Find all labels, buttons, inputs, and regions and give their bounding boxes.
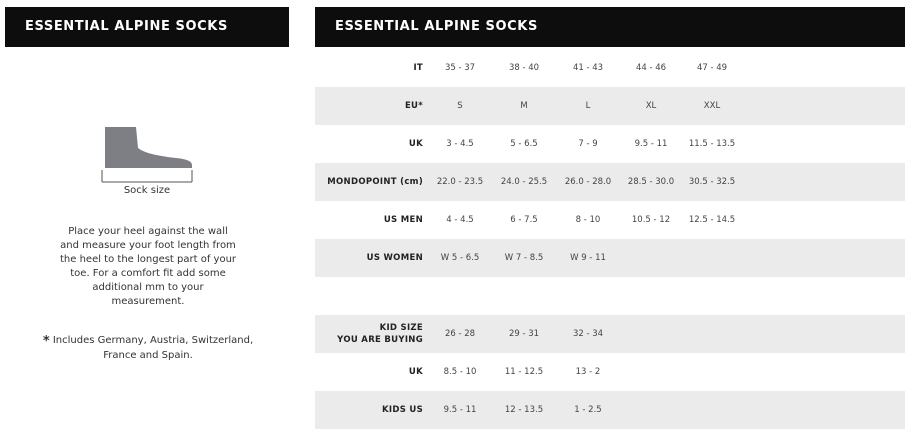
row-label: EU* [404,101,423,111]
size-cell: 44 - 46 [635,63,667,73]
size-cell: 7 - 9 [578,139,598,149]
size-cell: 26 - 28 [444,329,476,339]
size-row [315,49,905,87]
row-label: KIDS US [381,405,423,415]
size-row [315,353,905,391]
instruction-line: the heel to the longest part of your [59,254,237,265]
size-cell: W 7 - 8.5 [504,253,544,263]
size-row [315,239,905,277]
size-cell: 10.5 - 12 [631,215,671,225]
row-label: IT [413,63,423,73]
size-cell: 22.0 - 23.5 [436,177,484,187]
footnote-marker: * [42,334,50,349]
size-cell: 12 - 13.5 [504,405,544,415]
row-label-line: YOU ARE BUYING [337,335,423,345]
size-cell: 11.5 - 13.5 [688,139,736,149]
size-cell: 3 - 4.5 [446,139,474,149]
size-row [315,391,905,429]
size-row [315,201,905,239]
measurement-instructions [52,225,244,309]
size-cell: 47 - 49 [696,63,728,73]
size-cell: 8.5 - 10 [443,367,477,377]
size-cell: W 5 - 6.5 [440,253,480,263]
size-cell: W 9 - 11 [570,253,606,263]
size-cell: 32 - 34 [572,329,604,339]
row-label-line: KID SIZE [379,323,423,333]
row-label: US WOMEN [366,253,423,263]
size-cell: XXL [703,101,721,111]
size-cell: 29 - 31 [508,329,540,339]
footnote-line [38,334,258,349]
size-cell: L [585,101,591,111]
size-cell: 30.5 - 32.5 [688,177,736,187]
instruction-line: measurement. [111,296,185,307]
size-row [315,277,905,315]
foot-silhouette-icon [100,124,196,186]
row-label: MONDOPOINT (cm) [327,177,423,187]
size-chart-title: ESSENTIAL ALPINE SOCKS [315,7,905,47]
size-cell: 8 - 10 [575,215,601,225]
instruction-line: Place your heel against the wall [68,226,228,237]
instruction-line: and measure your foot length from [60,240,236,251]
size-cell: 11 - 12.5 [504,367,544,377]
size-cell: XL [645,101,657,111]
eu-footnote [38,334,258,363]
size-row [315,163,905,201]
size-row [315,87,905,125]
size-cell: 12.5 - 14.5 [688,215,736,225]
size-cell: 9.5 - 11 [634,139,668,149]
row-label: US MEN [383,215,423,225]
instruction-line: additional mm to your [92,282,204,293]
row-label: UK [408,139,423,149]
instruction-line: toe. For a comfort fit add some [70,268,226,279]
size-cell: 35 - 37 [444,63,476,73]
footnote-line: France and Spain. [103,350,193,361]
left-panel-title: ESSENTIAL ALPINE SOCKS [5,7,289,47]
size-cell: 28.5 - 30.0 [627,177,675,187]
size-cell: 41 - 43 [572,63,604,73]
size-cell: 38 - 40 [508,63,540,73]
size-cell: 9.5 - 11 [443,405,477,415]
size-cell: 5 - 6.5 [510,139,538,149]
footnote-text: Includes Germany, Austria, Switzerland, [52,335,254,346]
size-cell: 6 - 7.5 [510,215,538,225]
row-label [315,322,423,346]
sock-size-label: Sock size [123,185,171,196]
size-cell: 24.0 - 25.5 [500,177,548,187]
size-cell: 13 - 2 [575,367,601,377]
size-cell: M [520,101,528,111]
size-cell: 1 - 2.5 [574,405,602,415]
size-cell: 26.0 - 28.0 [564,177,612,187]
row-label: UK [408,367,423,377]
size-row [315,315,905,353]
size-cell: S [457,101,463,111]
size-cell: 4 - 4.5 [446,215,474,225]
size-row [315,125,905,163]
